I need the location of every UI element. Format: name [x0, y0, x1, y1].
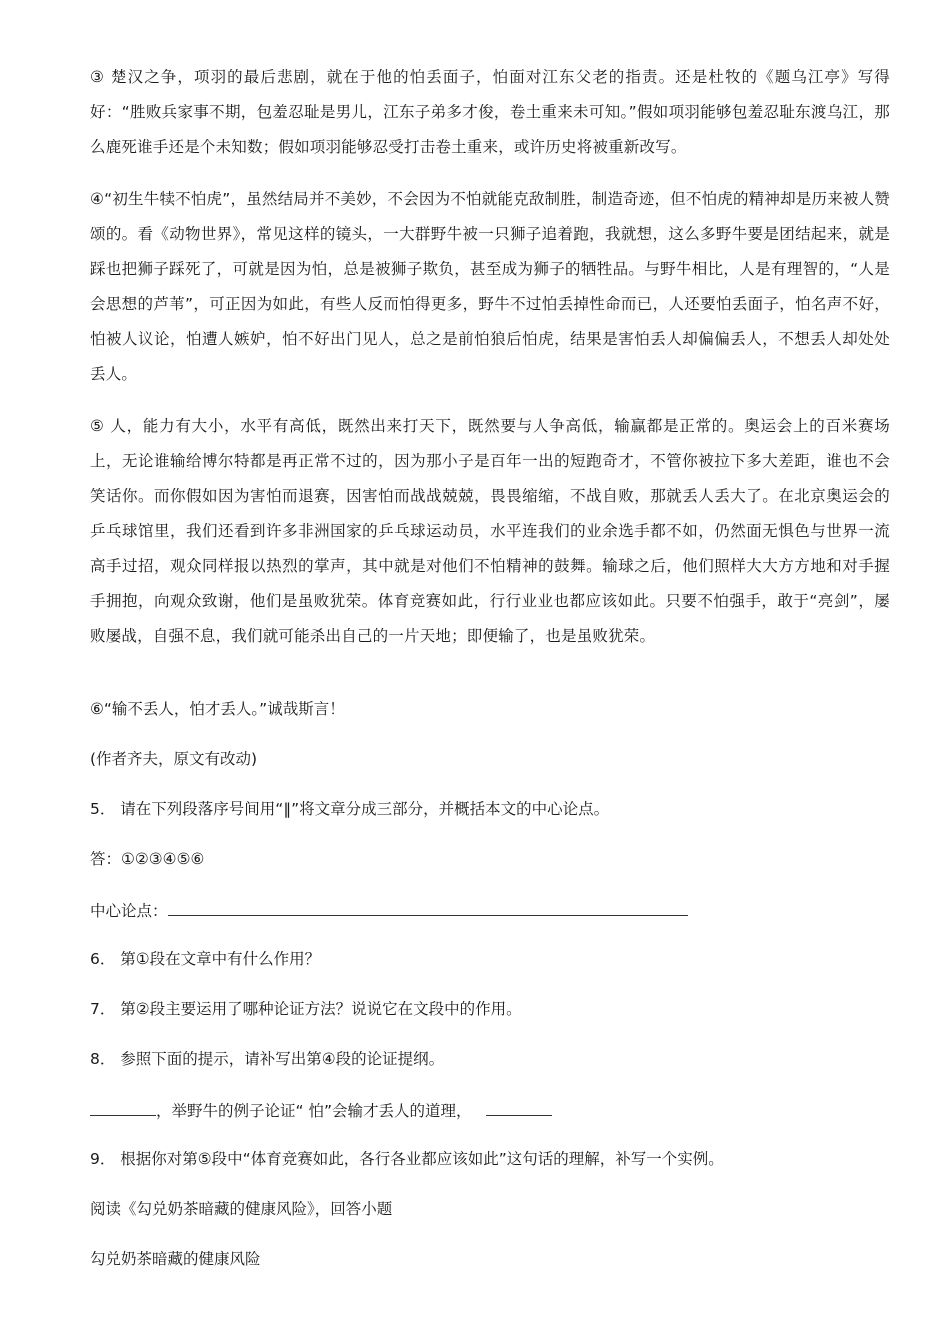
question-5: 5． 请在下列段落序号间用“‖”将文章分成三部分，并概括本文的中心论点。 [90, 800, 610, 818]
article-title: 勾兑奶茶暗藏的健康风险 [90, 1250, 261, 1268]
question-8: 8． 参照下面的提示，请补写出第④段的论证提纲。 [90, 1050, 445, 1068]
fill-blank-1[interactable] [90, 1097, 156, 1116]
question-9: 9． 根据你对第⑤段中“体育竞赛如此，各行各业都应该如此”这句话的理解，补写一个实例。 [90, 1150, 724, 1168]
document-page [90, 60, 890, 671]
thesis-line [90, 897, 688, 923]
fill-blank-2[interactable] [486, 1097, 552, 1116]
paragraph-4: ④“初生牛犊不怕虎”，虽然结局并不美妙，不会因为不怕就能克敌制胜，制造奇迹，但不怕虎的精神却是历来被人赞颂的。看《动物世界》，常见这样的镜头，一大群野牛被一只狮子追着跑，我就想，这么多野牛要是团结起来，就是踩也把狮子踩死了，可就是因为怕，总是被狮子欺负，甚至成为狮子的牺牲品。与野牛相比，人是有理智的，“人是会思想的芦苇”，可正因为如此，有些人反而怕得更多，野牛不过怕丢掉性命而已，人还要怕丢面子，怕名声不好，怕被人议论，怕遭人嫉妒，怕不好出门见人，总之是前怕狼后怕虎，结果是害怕丢人却偏偏丢人，不想丢人却处处丢人。 [90, 190, 890, 383]
paragraph-5: ⑤ 人，能力有大小，水平有高低，既然出来打天下，既然要与人争高低，输赢都是正常的。奥运会上的百米赛场上，无论谁输给博尔特都是再正常不过的，因为那小子是百年一出的短跑奇才，不管你被拉下多大差距，谁也不会笑话你。而你假如因为害怕而退赛，因害怕而战战兢兢，畏畏缩缩，不战自败，那就丢人丢大了。在北京奥运会的乒乓球馆里，我们还看到许多非洲国家的乒乓球运动员，水平连我们的业余选手都不如，仍然面无惧色与世界一流高手过招，观众同样报以热烈的掌声，其中就是对他们不怕精神的鼓舞。输球之后，他们照样大大方方地和对手握手拥抱，向观众致谢，他们是虽败犹荣。体育竞赛如此，行行业业也都应该如此。只要不怕强手，敢于“亮剑”，屡败屡战，自强不息，我们就可能杀出自己的一片天地；即便输了，也是虽败犹荣。 [90, 417, 890, 645]
paragraph-3: ③ 楚汉之争，项羽的最后悲剧，就在于他的怕丢面子，怕面对江东父老的指责。还是杜牧的《题乌江亭》写得好：“胜败兵家事不期，包羞忍耻是男儿，江东子弟多才俊，卷土重来未可知。”假如项羽能够包羞忍耻东渡乌江，那么鹿死谁手还是个未知数；假如项羽能够忍受打击卷土重来，或许历史将被重新改写。 [90, 68, 890, 156]
fill-text: ，举野牛的例子论证“ 怕”会输才丢人的道理， [156, 1102, 472, 1120]
thesis-blank[interactable] [168, 897, 688, 916]
question-7: 7． 第②段主要运用了哪种论证方法？说说它在文段中的作用。 [90, 1000, 522, 1018]
reading-intro: 阅读《勾兑奶茶暗藏的健康风险》，回答小题 [90, 1200, 393, 1218]
answer-line: 答：①②③④⑤⑥ [90, 850, 205, 868]
author-note: (作者齐夫，原文有改动) [90, 750, 258, 768]
paragraph-6: ⑥“输不丢人，怕才丢人。”诚哉斯言！ [90, 700, 345, 718]
question-8-fill [90, 1097, 552, 1123]
thesis-label: 中心论点： [90, 902, 168, 920]
question-6: 6． 第①段在文章中有什么作用？ [90, 950, 321, 968]
